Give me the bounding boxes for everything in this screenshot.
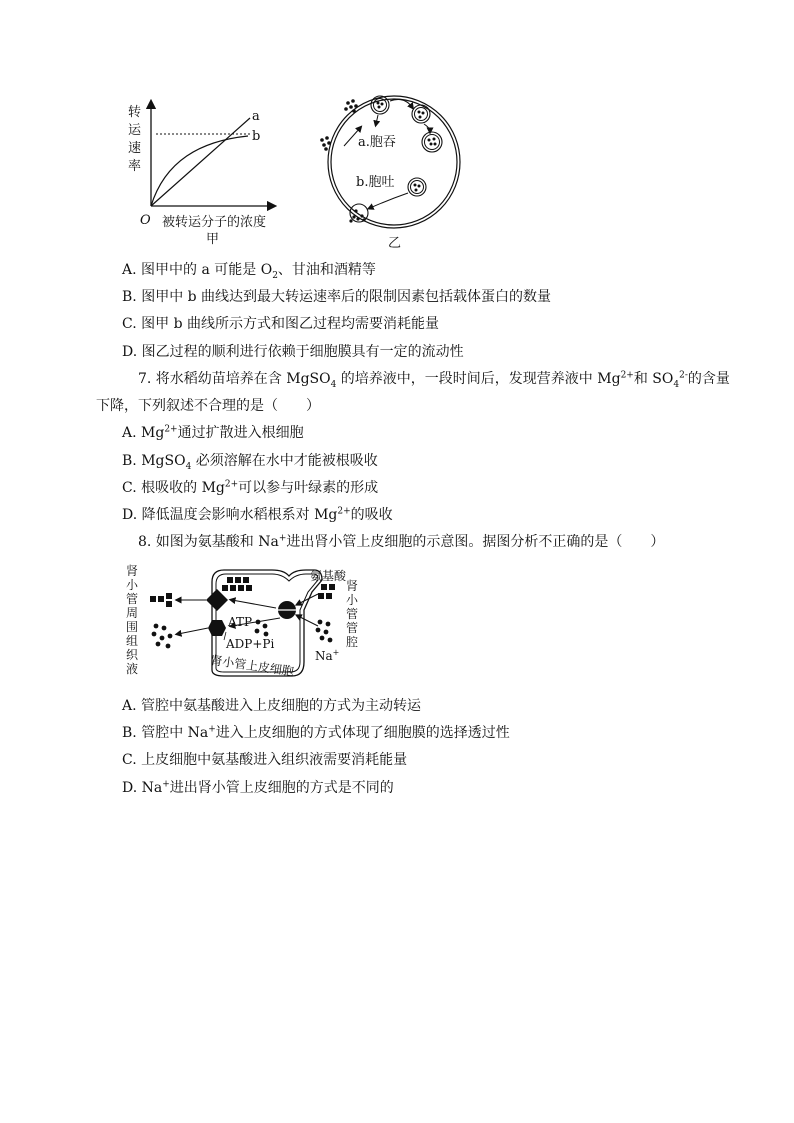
q8-option-d: D. Na+进出肾小管上皮细胞的方式是不同的	[122, 779, 394, 796]
svg-text:液: 液	[126, 662, 139, 676]
curve-a-label: a	[252, 109, 260, 124]
amino-acids-lumen	[318, 584, 335, 599]
svg-text:小: 小	[126, 578, 139, 592]
svg-text:织: 织	[126, 648, 139, 662]
right-side-label	[346, 578, 359, 649]
figure-jia-caption: 甲	[206, 232, 220, 247]
svg-text:组: 组	[126, 634, 139, 648]
y-axis-label	[128, 105, 142, 174]
svg-text:小: 小	[346, 593, 359, 607]
label-atp: ATP	[228, 615, 253, 629]
svg-text:肾: 肾	[346, 579, 359, 593]
svg-text:转: 转	[128, 105, 142, 120]
q8-option-c: C. 上皮细胞中氨基酸进入组织液需要消耗能量	[122, 752, 408, 768]
svg-text:运: 运	[128, 123, 142, 138]
q8-option-a: A. 管腔中氨基酸进入上皮细胞的方式为主动转运	[122, 698, 422, 714]
na-ions-lumen	[316, 620, 333, 643]
cell-membrane-outer	[328, 96, 460, 228]
na-ions-left	[152, 624, 173, 649]
svg-text:速: 速	[128, 141, 142, 156]
origin-label: O	[140, 213, 151, 228]
q7-option-c: C. 根吸收的 $Mg^{2+}$可以参与叶绿素的形成	[122, 479, 379, 496]
svg-text:围: 围	[126, 620, 139, 634]
q6-option-a: A. 图甲中的 a 可能是 $O_2$、甘油和酒精等	[122, 262, 376, 281]
label-cell: 肾小管上皮细胞	[209, 653, 295, 679]
curve-b-label: b	[252, 129, 261, 144]
q7-option-a: A. $Mg^{2+}$通过扩散进入根细胞	[122, 424, 304, 441]
carrier-diamond	[206, 589, 228, 611]
label-adp-pi: ADP+Pi	[226, 637, 275, 651]
outside-particles-top	[344, 99, 358, 113]
na-ions-inside	[255, 620, 269, 637]
svg-text:管: 管	[346, 621, 359, 635]
label-na: Na+	[315, 648, 340, 663]
amino-acids-inside	[222, 577, 252, 591]
q7-stem-continued: 下降，下列叙述不合理的是（ ）	[96, 398, 320, 414]
q6-option-d: D. 图乙过程的顺利进行依赖于细胞膜具有一定的流动性	[122, 344, 464, 360]
cotransporter	[278, 601, 296, 619]
svg-text:腔: 腔	[346, 635, 359, 649]
figure-yi-caption: 乙	[388, 236, 402, 251]
curve-b-saturation	[151, 136, 248, 206]
arrow-right-down	[424, 124, 430, 131]
figure-yi-cell	[318, 92, 468, 252]
label-exocytosis: b.胞吐	[356, 175, 395, 190]
sodium-pump	[208, 620, 226, 636]
svg-text:肾: 肾	[126, 564, 139, 578]
arrow-top-down	[376, 115, 378, 124]
vesicle-middle	[408, 178, 426, 196]
vesicle-top	[371, 96, 389, 114]
q8-stem: 8. 如图为氨基酸和 Na+进出肾小管上皮细胞的示意图。据图分析不正确的是（ ）	[138, 533, 665, 550]
label-amino-acid: 氨基酸	[310, 569, 347, 583]
arrow-amino-to-carrier	[232, 600, 276, 608]
cell-membrane-inner	[331, 99, 457, 225]
q7-stem: 7. 将水稻幼苗培养在含 MgSO$_4$ 的培养液中，一段时间后，发现营养液中 $Mg^{2+}$和 $SO_4^{2-}$的含量	[138, 370, 730, 390]
svg-text:率: 率	[128, 159, 142, 174]
arrow-na-in	[298, 616, 318, 626]
label-endocytosis: a.胞吞	[358, 135, 396, 150]
q7-option-d: D. 降低温度会影响水稻根系对 $Mg^{2+}$的吸收	[122, 506, 393, 523]
svg-text:管: 管	[346, 607, 359, 621]
vesicle-right	[422, 132, 442, 152]
q7-option-b: B. MgSO$_4$ 必须溶解在水中才能被根吸收	[122, 453, 378, 472]
figure-kidney-cell	[124, 562, 374, 687]
svg-text:周: 周	[126, 606, 139, 620]
q6-option-c: C. 图甲 b 曲线所示方式和图乙过程均需要消耗能量	[122, 316, 439, 332]
q6-option-b: B. 图甲中 b 曲线达到最大转运速率后的限制因素包括载体蛋白的数量	[122, 289, 552, 305]
q8-option-b: B. 管腔中 Na+进入上皮细胞的方式体现了细胞膜的选择透过性	[122, 724, 510, 741]
vesicle-right-top	[412, 105, 430, 123]
figure-jia-graph	[120, 96, 320, 256]
amino-acids-left	[150, 593, 172, 607]
x-axis-label: 被转运分子的浓度	[162, 215, 267, 230]
arrow-na-out	[178, 628, 208, 634]
svg-text:管: 管	[126, 592, 139, 606]
left-side-label	[126, 563, 139, 676]
curve-a-line	[151, 118, 250, 206]
exocytosis-arrow-out	[370, 193, 408, 208]
